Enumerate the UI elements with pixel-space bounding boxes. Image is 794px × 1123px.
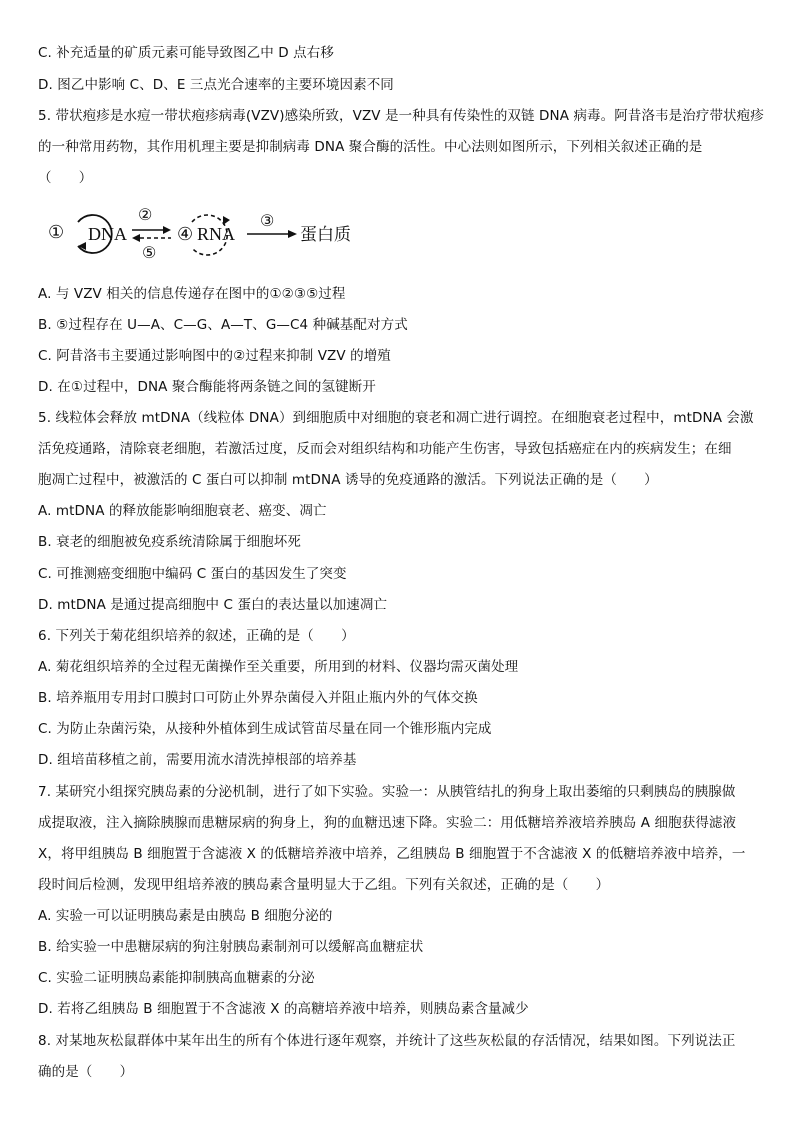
q8-stem-line2: 确的是（ ） [38, 1064, 134, 1080]
label-process-2: ② [138, 207, 153, 224]
q7-option-b: B. 给实验一中患糖尿病的狗注射胰岛素制剂可以缓解高血糖症状 [38, 939, 424, 955]
q5b-option-c: C. 可推测癌变细胞中编码 C 蛋白的基因发生了突变 [38, 566, 347, 582]
q8-stem-line1: 8. 对某地灰松鼠群体中某年出生的所有个体进行逐年观察，并统计了这些灰松鼠的存活情况，结果如图。下列说法正 [38, 1033, 736, 1049]
transcription-arrowhead [163, 226, 171, 234]
q5a-stem-line3: （ ） [38, 170, 93, 186]
q6-option-c: C. 为防止杂菌污染，从接种外植体到生成试管苗尽量在同一个锥形瓶内完成 [38, 721, 492, 737]
q5a-option-b: B. ⑤过程存在 U—A、C—G、A—T、G—C4 种碱基配对方式 [38, 317, 408, 333]
label-dna: DNA [88, 224, 127, 244]
q5a-option-c: C. 阿昔洛韦主要通过影响图中的②过程来抑制 VZV 的增殖 [38, 348, 391, 364]
label-process-5: ⑤ [142, 245, 157, 262]
q6-stem: 6. 下列关于菊花组织培养的叙述，正确的是（ ） [38, 628, 355, 644]
q5b-option-a: A. mtDNA 的释放能影响细胞衰老、癌变、凋亡 [38, 503, 327, 519]
q7-stem-line4: 段时间后检测，发现甲组培养液的胰岛素含量明显大于乙组。下列有关叙述，正确的是（ ） [38, 877, 610, 893]
q7-option-a: A. 实验一可以证明胰岛素是由胰岛 B 细胞分泌的 [38, 908, 333, 924]
reverse-transcription-arrowhead [132, 234, 140, 242]
q5a-option-a: A. 与 VZV 相关的信息传递存在图中的①②③⑤过程 [38, 286, 346, 302]
q6-option-a: A. 菊花组织培养的全过程无菌操作至关重要，所用到的材料、仪器均需灭菌处理 [38, 659, 519, 675]
label-process-4: ④ [177, 224, 194, 244]
q5a-stem-line2: 的一种常用药物，其作用机理主要是抑制病毒 DNA 聚合酶的活性。中心法则如图所示，下列相关叙述正确的是 [38, 139, 703, 155]
translation-arrowhead [288, 230, 297, 238]
central-dogma-diagram [40, 200, 370, 262]
label-process-1: ① [48, 222, 65, 242]
q6-option-b: B. 培养瓶用专用封口膜封口可防止外界杂菌侵入并阻止瓶内外的气体交换 [38, 690, 478, 706]
q7-stem-line2: 成提取液，注入摘除胰腺而患糖尿病的狗身上，狗的血糖迅速下降。实验二：用低糖培养液培养胰岛 A 细胞获得滤液 [38, 815, 737, 831]
q6-option-d: D. 组培苗移植之前，需要用流水清洗掉根部的培养基 [38, 752, 357, 768]
q5b-stem-line2: 活免疫通路，清除衰老细胞，若激活过度，反而会对组织结构和功能产生伤害，导致包括癌症在内的疾病发生；在细 [38, 441, 732, 457]
q5b-stem-line1: 5. 线粒体会释放 mtDNA（线粒体 DNA）到细胞质中对细胞的衰老和凋亡进行调控。在细胞衰老过程中，mtDNA 会激 [38, 410, 754, 426]
q4-option-c: C. 补充适量的矿质元素可能导致图乙中 D 点右移 [38, 45, 334, 61]
q5a-option-d: D. 在①过程中，DNA 聚合酶能将两条链之间的氢键断开 [38, 379, 376, 395]
label-rna: RNA [197, 224, 236, 244]
q5b-option-b: B. 衰老的细胞被免疫系统清除属于细胞坏死 [38, 534, 301, 550]
label-protein: 蛋白质 [300, 225, 351, 244]
q7-stem-line1: 7. 某研究小组探究胰岛素的分泌机制，进行了如下实验。实验一：从胰管结扎的狗身上取出萎缩的只剩胰岛的胰腺做 [38, 784, 736, 800]
q7-stem-line3: X，将甲组胰岛 B 细胞置于含滤液 X 的低糖培养液中培养，乙组胰岛 B 细胞置于不含滤液 X 的低糖培养液中培养，一 [38, 846, 746, 862]
q5a-stem-line1: 5. 带状疱疹是水痘一带状疱疹病毒(VZV)感染所致，VZV 是一种具有传染性的双链 DNA 病毒。阿昔洛韦是治疗带状疱疹 [38, 108, 764, 124]
q5b-option-d: D. mtDNA 是通过提高细胞中 C 蛋白的表达量以加速凋亡 [38, 597, 388, 613]
q5b-stem-line3: 胞凋亡过程中，被激活的 C 蛋白可以抑制 mtDNA 诱导的免疫通路的激活。下列说法正确的是（ ） [38, 472, 658, 488]
label-process-3: ③ [260, 213, 275, 230]
q4-option-d: D. 图乙中影响 C、D、E 三点光合速率的主要环境因素不同 [38, 77, 394, 93]
q7-option-c: C. 实验二证明胰岛素能抑制胰高血糖素的分泌 [38, 970, 315, 986]
q7-option-d: D. 若将乙组胰岛 B 细胞置于不含滤液 X 的高糖培养液中培养，则胰岛素含量减少 [38, 1001, 529, 1017]
